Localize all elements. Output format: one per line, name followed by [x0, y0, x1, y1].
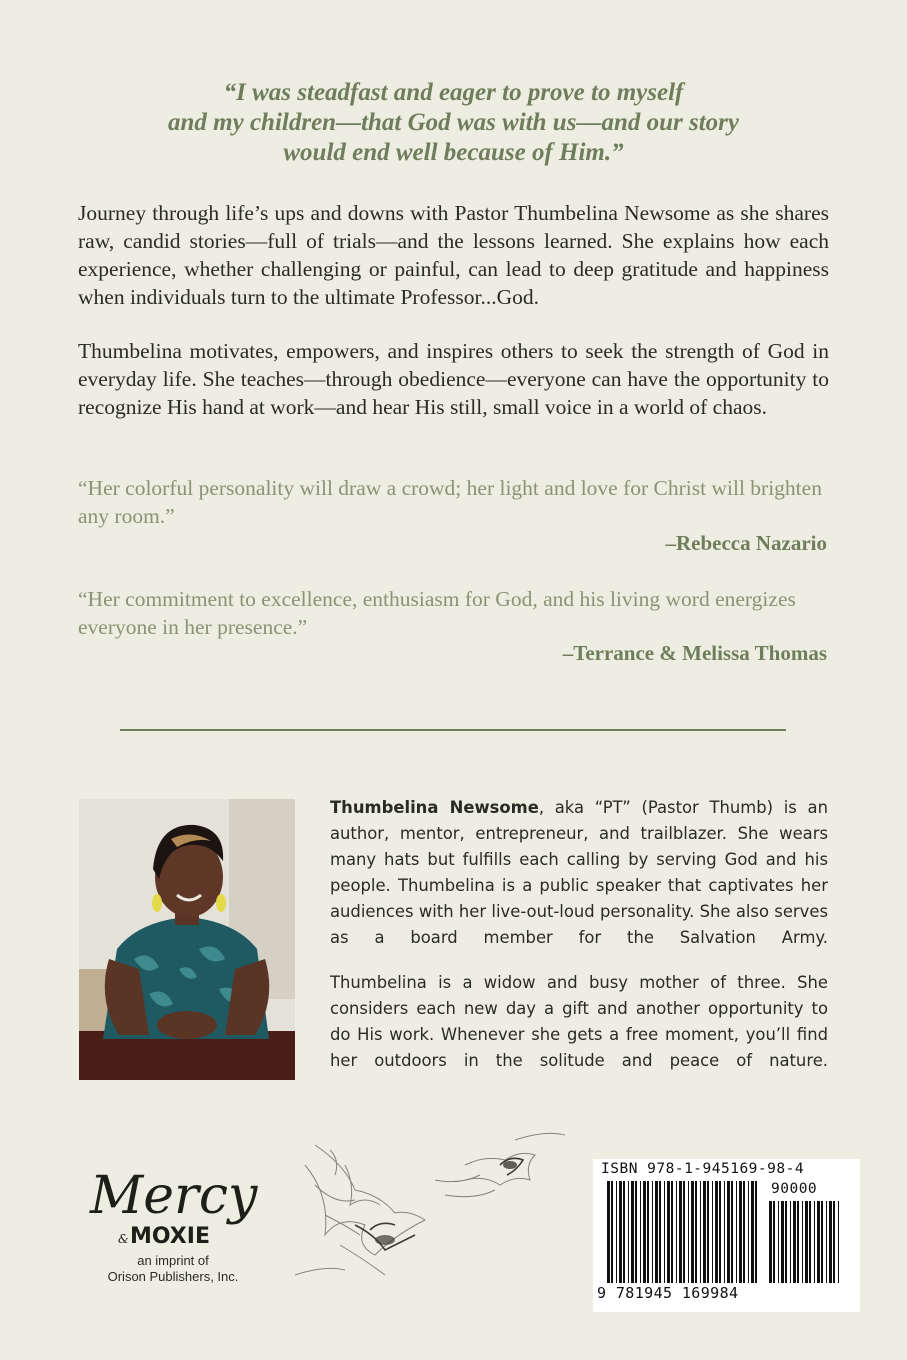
- barcode-bar: [802, 1201, 803, 1283]
- barcode-bar: [623, 1181, 625, 1283]
- endorsement-quote: “Her commitment to excellence, enthusiasm for God, and his living word energizes everyone in her presence.”: [78, 587, 796, 639]
- barcode-bar: [724, 1181, 725, 1283]
- barcode-bar: [809, 1201, 811, 1283]
- endorsement-attribution: –Rebecca Nazario: [665, 531, 827, 555]
- price-code: 90000: [771, 1181, 818, 1197]
- barcode-bar: [607, 1181, 610, 1283]
- barcode-bar: [671, 1181, 673, 1283]
- barcode-bar: [683, 1181, 685, 1283]
- barcode-bar: [755, 1181, 757, 1283]
- isbn-label: ISBN 978-1-945169-98-4: [601, 1161, 805, 1177]
- barcode-bar: [611, 1181, 613, 1283]
- ean-barcode-bars: [607, 1181, 767, 1283]
- barcode-bar: [736, 1181, 737, 1283]
- pull-quote-line: “I was steadfast and eager to prove to myself: [223, 79, 684, 106]
- imprint-text: [88, 1253, 258, 1285]
- barcode-bar: [785, 1201, 787, 1283]
- barcode-bar: [679, 1181, 682, 1283]
- barcode-bar: [652, 1181, 653, 1283]
- barcode-bar: [838, 1201, 839, 1283]
- barcode-bar: [743, 1181, 745, 1283]
- endorsement-attribution: –Terrance & Melissa Thomas: [562, 641, 827, 665]
- barcode-bar: [707, 1181, 709, 1283]
- logo-word-mercy: Mercy: [90, 1166, 258, 1226]
- pull-quote: [80, 78, 827, 168]
- barcode-bar: [664, 1181, 665, 1283]
- endorsement-quote: “Her colorful personality will draw a crowd; her light and love for Christ will brighten any room.”: [78, 476, 822, 528]
- ean-digits: 9 781945 169984: [597, 1284, 739, 1302]
- author-bio-text: , aka “PT” (Pastor Thumb) is an author, mentor, entrepreneur, and trailblazer. She wears many hats but fulfills each calling by serving God and his people. Thumbelina is a public speaker that captivates her audiences with her live-out-loud personality. She also serves as a board member for the Salvation Army.: [330, 798, 828, 947]
- imprint-line: an imprint of: [137, 1253, 209, 1268]
- barcode-bar: [628, 1181, 629, 1283]
- pull-quote-line: would end well because of Him.”: [283, 139, 624, 166]
- barcode-bar: [616, 1181, 617, 1283]
- barcode-bar: [829, 1201, 832, 1283]
- author-bio-paragraph: [330, 795, 828, 951]
- barcode-bar: [797, 1201, 799, 1283]
- barcode-bar: [821, 1201, 823, 1283]
- barcode-bar: [805, 1201, 808, 1283]
- description-paragraph: Thumbelina motivates, empowers, and inspires others to seek the strength of God in everyday life. She teaches—through obedience—everyone can have the opportunity to recognize His hand at work—and hear His still, small voice in a world of chaos.: [78, 339, 829, 419]
- barcode-bar: [667, 1181, 670, 1283]
- barcode-bar: [640, 1181, 641, 1283]
- logo-ampersand: &: [118, 1232, 129, 1246]
- barcode-bar: [817, 1201, 820, 1283]
- logo-word-moxie: MOXIE: [130, 1224, 210, 1249]
- barcode-bar: [691, 1181, 694, 1283]
- barcode-bar: [715, 1181, 718, 1283]
- isbn-barcode: [593, 1159, 860, 1312]
- barcode-bar: [781, 1201, 784, 1283]
- barcode-bar: [695, 1181, 697, 1283]
- author-name: Thumbelina Newsome: [330, 798, 539, 817]
- barcode-bar: [700, 1181, 701, 1283]
- imprint-publisher: Orison Publishers, Inc.: [107, 1269, 239, 1284]
- barcode-bar: [688, 1181, 689, 1283]
- barcode-bar: [778, 1201, 779, 1283]
- barcode-bar: [731, 1181, 733, 1283]
- barcode-bar: [793, 1201, 796, 1283]
- pull-quote-line: and my children—that God was with us—and our story: [168, 109, 739, 136]
- description-paragraph: Journey through life’s ups and downs with Pastor Thumbelina Newsome as she shares raw, candid stories—full of trials—and the lessons learned. She explains how each experience, whether challenging or painful, can lead to deep gratitude and happiness when individuals turn to the ultimate Professor...God.: [78, 201, 829, 309]
- barcode-bar: [719, 1181, 721, 1283]
- barcode-bar: [748, 1181, 749, 1283]
- barcode-bar: [643, 1181, 646, 1283]
- barcode-bar: [631, 1181, 634, 1283]
- author-photo: [79, 799, 295, 1080]
- barcode-bar: [790, 1201, 791, 1283]
- barcode-bar: [635, 1181, 637, 1283]
- barcode-bar: [647, 1181, 649, 1283]
- barcode-bar: [751, 1181, 754, 1283]
- barcode-bar: [655, 1181, 658, 1283]
- barcode-bar: [773, 1201, 775, 1283]
- author-bio-paragraph: Thumbelina is a widow and busy mother of three. She considers each new day a gift and another opportunity to do His work. Whenever she gets a free moment, you’ll find her outdoors in the solitude and peace of nature.: [330, 973, 828, 1070]
- barcode-bar: [659, 1181, 661, 1283]
- barcode-bar: [814, 1201, 815, 1283]
- barcode-bar: [739, 1181, 742, 1283]
- barcode-bar: [703, 1181, 706, 1283]
- price-barcode-bars: [769, 1201, 849, 1283]
- bird-sketch-illustration: [285, 1125, 580, 1295]
- barcode-bar: [769, 1201, 772, 1283]
- barcode-bar: [619, 1181, 622, 1283]
- barcode-bar: [676, 1181, 677, 1283]
- barcode-bar: [712, 1181, 713, 1283]
- barcode-bar: [833, 1201, 835, 1283]
- barcode-bar: [826, 1201, 827, 1283]
- section-divider: [120, 729, 786, 731]
- barcode-bar: [727, 1181, 730, 1283]
